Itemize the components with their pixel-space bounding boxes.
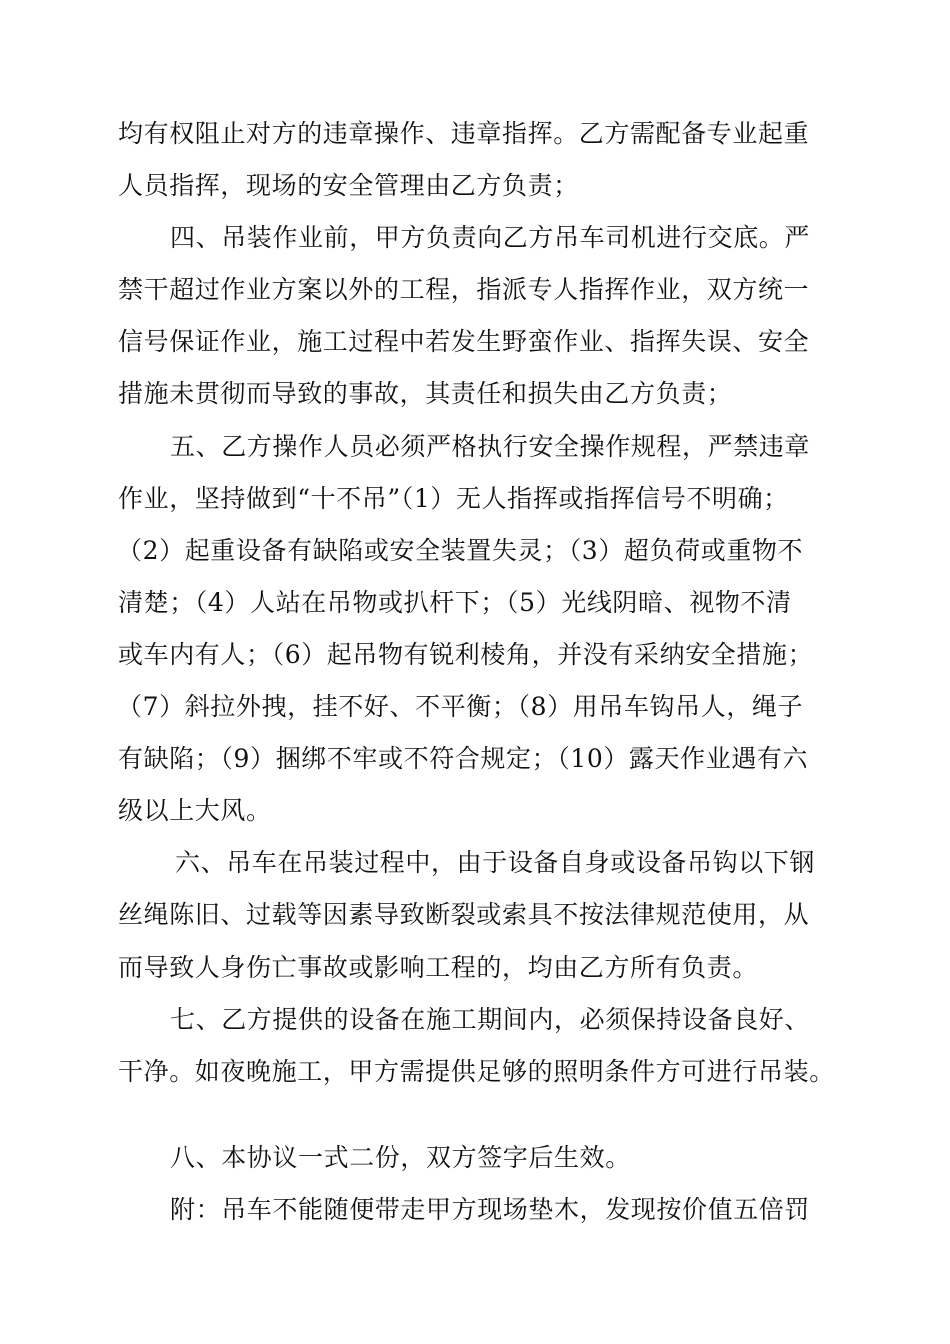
- clause-5-line-4: 清楚；（4）人站在吊物或扒杆下；（5）光线阴暗、视物不清: [118, 588, 792, 617]
- clause-7-line-2: 干净。如夜晚施工，甲方需提供足够的照明条件方可进行吊装。: [118, 1057, 835, 1086]
- text-line-1: 均有权阻止对方的违章操作、违章指挥。乙方需配备专业起重: [118, 119, 810, 148]
- clause-4-line-2: 禁干超过作业方案以外的工程，指派专人指挥作业，双方统一: [118, 275, 810, 304]
- text-line-2: 人员指挥，现场的安全管理由乙方负责；: [118, 171, 579, 200]
- clause-5-line-1: 五、乙方操作人员必须严格执行安全操作规程，严禁违章: [170, 432, 811, 461]
- clause-6-line-1: 六、吊车在吊装过程中，由于设备自身或设备吊钩以下钢: [175, 848, 816, 877]
- clause-8-line-1: 八、本协议一式二份，双方签字后生效。: [170, 1143, 631, 1172]
- clause-5-line-2: 作业，坚持做到“十不吊”（1）无人指挥或指挥信号不明确；: [118, 484, 789, 513]
- clause-5-line-6: （7）斜拉外拽，挂不好、不平衡；（8）用吊车钩吊人，绳子: [117, 692, 804, 721]
- clause-5-line-7: 有缺陷；（9）捆绑不牢或不符合规定；（10）露天作业遇有六: [118, 744, 809, 773]
- clause-7-line-1: 七、乙方提供的设备在施工期间内，必须保持设备良好、: [170, 1005, 811, 1034]
- clause-5-line-3: （2）起重设备有缺陷或安全装置失灵；（3）超负荷或重物不: [117, 536, 804, 565]
- clause-6-line-2: 丝绳陈旧、过载等因素导致断裂或索具不按法律规范使用，从: [118, 900, 810, 929]
- clause-5-line-8: 级以上大风。: [118, 796, 272, 825]
- clause-4-line-4: 措施未贯彻而导致的事故，其责任和损失由乙方负责；: [118, 379, 733, 408]
- clause-5-line-5: 或车内有人；（6）起吊物有锐利棱角，并没有采纳安全措施；: [118, 640, 814, 669]
- appendix-line-1: 附：吊车不能随便带走甲方现场垫木，发现按价值五倍罚: [170, 1195, 811, 1224]
- clause-4-line-1: 四、吊装作业前，甲方负责向乙方吊车司机进行交底。严: [170, 223, 811, 252]
- clause-4-line-3: 信号保证作业，施工过程中若发生野蛮作业、指挥失误、安全: [118, 327, 810, 356]
- clause-6-line-3: 而导致人身伤亡事故或影响工程的，均由乙方所有负责。: [118, 953, 759, 982]
